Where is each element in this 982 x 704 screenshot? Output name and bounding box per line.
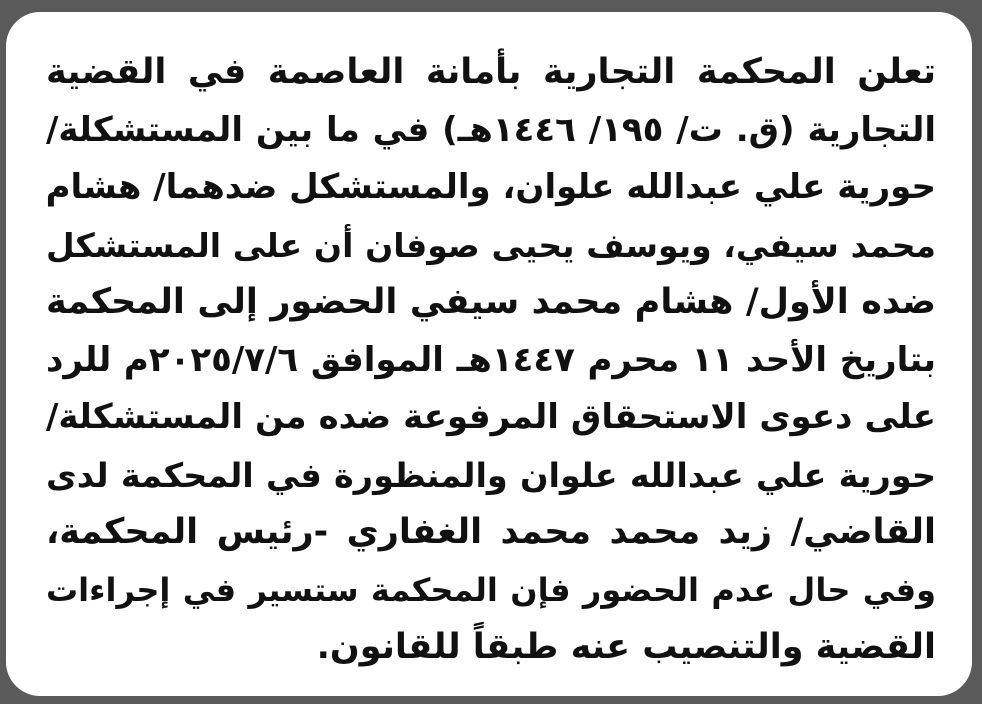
notice-line-4: محمد سيفي، ويوسف يحيى صوفان أن على المستشكل (46, 225, 936, 265)
notice-line-7: على دعوى الاستحقاق المرفوعة ضده من المستشكلة/ (46, 397, 936, 437)
notice-line-1: تعلن المحكمة التجارية بأمانة العاصمة في القضية (46, 52, 936, 92)
notice-line-9: القاضي/ زيد محمد محمد الغفاري -رئيس المحكمة، (46, 512, 936, 552)
notice-line-2: التجارية (ق. ت/ ١٩٥/ ١٤٤٦هـ) في ما بين المستشكلة/ (46, 109, 936, 150)
notice-line-10: وفي حال عدم الحضور فإن المحكمة ستسير في إجراءات (46, 570, 936, 609)
notice-line-6: بتاريخ الأحد ١١ محرم ١٤٤٧هـ الموافق ٢٠٢٥/٧/٦م للرد (46, 339, 936, 380)
court-notice-text (46, 44, 936, 677)
notice-line-8: حورية علي عبدالله علوان والمنظورة في المحكمة لدى (46, 455, 936, 495)
notice-line-3: حورية علي عبدالله علوان، والمستشكل ضدهما/ هشام (46, 167, 936, 207)
notice-line-5: ضده الأول/ هشام محمد سيفي الحضور إلى المحكمة (46, 282, 936, 322)
notice-card (6, 12, 972, 696)
notice-line-11: القضية والتنصيب عنه طبقاً للقانون. (316, 627, 936, 667)
